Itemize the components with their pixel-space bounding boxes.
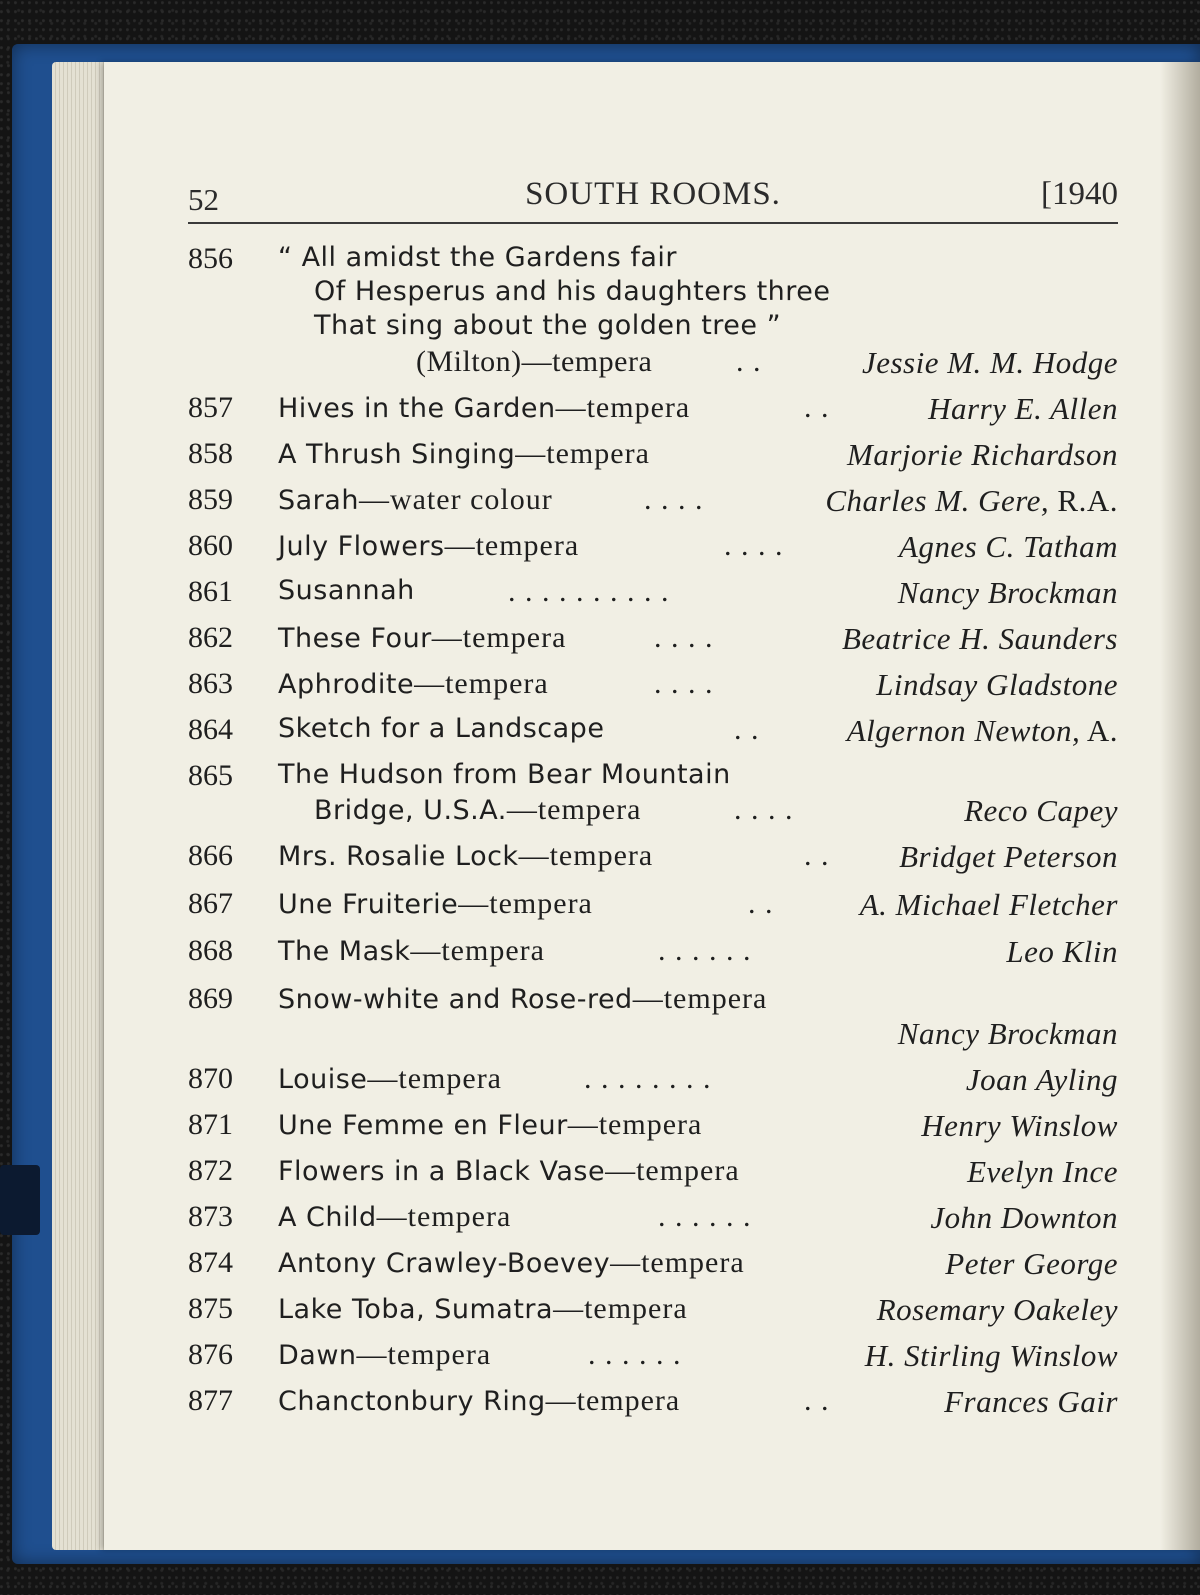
entry-title-cont: Bridge, U.S.A.—tempera (314, 793, 642, 826)
year: [1940 (1041, 176, 1118, 212)
entry-artist: Henry Winslow (921, 1108, 1118, 1143)
entry-artist: Charles M. Gere, R.A. (825, 483, 1118, 518)
entry-number: 866 (188, 839, 233, 872)
entry-title: Susannah (278, 575, 415, 606)
leader-dots: . . . . . . . . (584, 1062, 712, 1095)
entry-row (188, 887, 1118, 927)
entry-number: 871 (188, 1108, 233, 1141)
entry-856-line-4 (188, 345, 1118, 385)
entry-title: Mrs. Rosalie Lock—tempera (278, 839, 654, 872)
entry-title: The Hudson from Bear Mountain (278, 759, 731, 790)
entry-artist: H. Stirling Winslow (864, 1338, 1118, 1373)
entry-number: 877 (188, 1384, 233, 1417)
entry-number: 865 (188, 759, 233, 792)
entry-title-cont: Of Hesperus and his daughters three (314, 276, 831, 307)
entry-number: 864 (188, 713, 233, 746)
entry-title: The Mask—tempera (278, 934, 545, 967)
leader-dots: . . . . (644, 483, 704, 516)
entry-row (188, 1292, 1118, 1332)
entry-title: Sarah—water colour (278, 483, 553, 516)
entry-row (188, 575, 1118, 615)
entry-row (188, 934, 1118, 974)
entry-856-line-3 (188, 310, 1118, 350)
entry-number: 863 (188, 667, 233, 700)
leader-dots: . . (736, 345, 762, 378)
entry-artist: Nancy Brockman (897, 1016, 1118, 1051)
entry-number: 867 (188, 887, 233, 920)
entry-artist: Harry E. Allen (928, 391, 1118, 426)
entry-artist: Peter George (945, 1246, 1118, 1281)
entry-artist: Jessie M. M. Hodge (861, 345, 1118, 380)
entry-artist: Evelyn Ince (967, 1154, 1118, 1189)
entry-row (188, 1200, 1118, 1240)
header-rule (188, 222, 1118, 224)
leader-dots: . . . . . . (658, 1200, 752, 1233)
entry-number: 869 (188, 982, 233, 1015)
entry-artist: Joan Ayling (965, 1062, 1118, 1097)
leader-dots: . . . . . . . . . . (508, 575, 670, 608)
entry-title-cont: That sing about the golden tree ” (314, 310, 782, 341)
entry-title: Lake Toba, Sumatra—tempera (278, 1292, 688, 1325)
entry-number: 870 (188, 1062, 233, 1095)
entry-artist: Leo Klin (1006, 934, 1118, 969)
entry-number: 859 (188, 483, 233, 516)
leader-dots: . . . . . . (658, 934, 752, 967)
entry-number: 860 (188, 529, 233, 562)
entry-artist: Reco Capey (964, 793, 1118, 828)
entry-title: July Flowers—tempera (278, 529, 580, 562)
entry-row (188, 437, 1118, 477)
entry-title: Dawn—tempera (278, 1338, 492, 1371)
entry-number: 862 (188, 621, 233, 654)
entry-row (188, 391, 1118, 431)
entry-row (188, 1108, 1118, 1148)
entry-row (188, 529, 1118, 569)
entry-number: 857 (188, 391, 233, 424)
entry-row (188, 621, 1118, 661)
entry-869-line-2 (188, 1016, 1118, 1056)
entry-title: Sketch for a Landscape (278, 713, 605, 744)
entry-title: A Child—tempera (278, 1200, 512, 1233)
entry-number: 868 (188, 934, 233, 967)
entry-title: Snow-white and Rose-red—tempera (278, 982, 768, 1015)
entry-medium: (Milton)—tempera (416, 345, 653, 378)
leader-dots: . . . . (654, 621, 714, 654)
leader-dots: . . . . (734, 793, 794, 826)
entry-title: Louise—tempera (278, 1062, 502, 1095)
entry-865-line-2 (188, 793, 1118, 833)
catalogue-page (104, 62, 1200, 1550)
entry-artist: A. Michael Fletcher (859, 887, 1118, 922)
entry-artist: Algernon Newton, A. (846, 713, 1118, 748)
entry-artist: Frances Gair (944, 1384, 1118, 1419)
entry-title: Une Fruiterie—tempera (278, 887, 593, 920)
entry-title: Antony Crawley-Boevey—tempera (278, 1246, 745, 1279)
leader-dots: . . (748, 887, 774, 920)
section-title: SOUTH ROOMS. (525, 176, 781, 212)
entry-artist: Marjorie Richardson (847, 437, 1118, 472)
entry-row (188, 1384, 1118, 1424)
entry-number: 872 (188, 1154, 233, 1187)
entry-row (188, 1338, 1118, 1378)
book-clip (0, 1165, 40, 1235)
entry-artist: Lindsay Gladstone (876, 667, 1118, 702)
entry-title: Chanctonbury Ring—tempera (278, 1384, 681, 1417)
entry-artist: Beatrice H. Saunders (841, 621, 1118, 656)
leader-dots: . . (804, 1384, 830, 1417)
leader-dots: . . . . . . (588, 1338, 682, 1371)
entry-title: Une Femme en Fleur—tempera (278, 1108, 703, 1141)
running-header (188, 172, 1118, 216)
entry-number: 876 (188, 1338, 233, 1371)
entry-title: These Four—tempera (278, 621, 567, 654)
entry-row (188, 667, 1118, 707)
entry-artist: John Downton (930, 1200, 1118, 1235)
entry-number: 861 (188, 575, 233, 608)
leader-dots: . . (804, 839, 830, 872)
entry-title: Hives in the Garden—tempera (278, 391, 691, 424)
entry-number: 875 (188, 1292, 233, 1325)
leader-dots: . . . . (724, 529, 784, 562)
entry-row (188, 483, 1118, 523)
page-number: 52 (188, 182, 219, 217)
entry-artist: Bridget Peterson (899, 839, 1118, 874)
entry-artist: Rosemary Oakeley (876, 1292, 1118, 1327)
entry-title: Flowers in a Black Vase—tempera (278, 1154, 740, 1187)
entry-number: 874 (188, 1246, 233, 1279)
entry-row (188, 839, 1118, 879)
entry-artist: Nancy Brockman (897, 575, 1118, 610)
leader-dots: . . . . (654, 667, 714, 700)
entry-number: 856 (188, 242, 233, 275)
entry-row (188, 1062, 1118, 1102)
entry-number: 873 (188, 1200, 233, 1233)
entry-row (188, 1154, 1118, 1194)
page-gutter-shadow (1160, 62, 1200, 1550)
entry-title: A Thrush Singing—tempera (278, 437, 650, 470)
entry-title: “ All amidst the Gardens fair (278, 242, 677, 273)
entry-title: Aphrodite—tempera (278, 667, 549, 700)
entry-number: 858 (188, 437, 233, 470)
leader-dots: . . (734, 713, 760, 746)
entry-row (188, 713, 1118, 753)
entry-row (188, 1246, 1118, 1286)
leader-dots: . . (804, 391, 830, 424)
entry-artist: Agnes C. Tatham (898, 529, 1118, 564)
